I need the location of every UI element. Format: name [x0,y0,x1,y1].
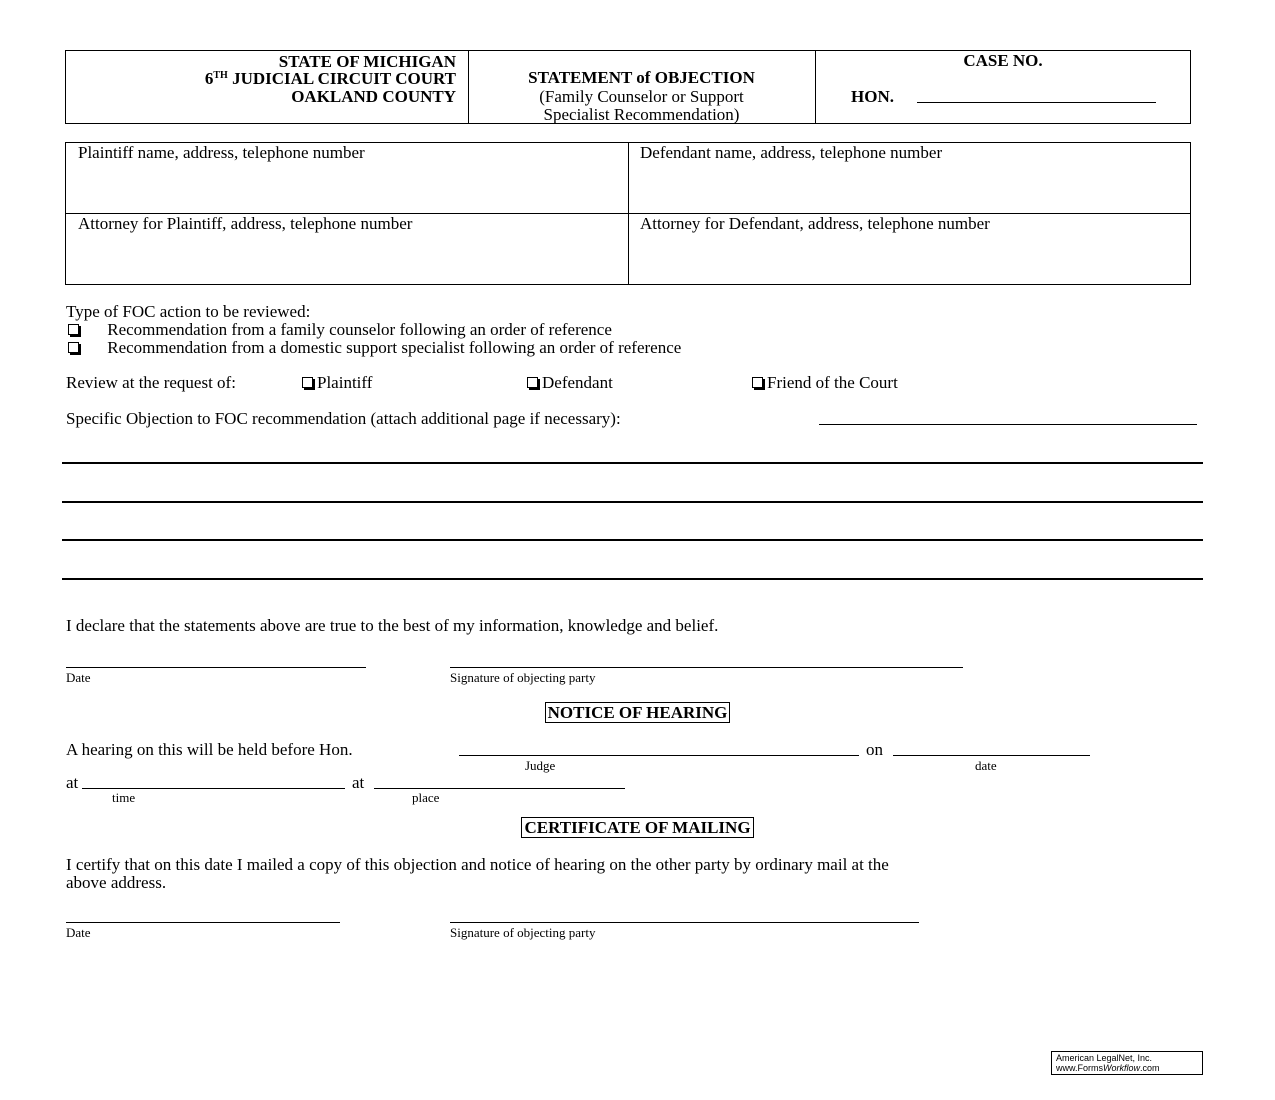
declaration-signature-field[interactable] [450,667,963,668]
declaration-text: I declare that the statements above are true to the best of my information, knowledge and belief. [66,616,719,635]
hearing-line-prefix: A hearing on this will be held before Hon. [66,740,353,759]
legalnet-badge [1051,1051,1203,1075]
checkbox-plaintiff[interactable] [302,377,313,388]
header-table [65,50,1191,124]
defendant-field[interactable] [628,143,1190,213]
review-option-defendant[interactable] [527,374,613,392]
hon-field[interactable] [917,102,1156,103]
county-name: OAKLAND COUNTY [291,87,456,106]
hearing-date-label: date [975,758,997,773]
review-option-label: Plaintiff [317,373,373,392]
party-table [65,142,1191,285]
certificate-signature-label: Signature of objecting party [450,925,596,940]
objection-line[interactable] [62,539,1203,541]
certificate-title: CERTIFICATE OF MAILING [521,817,753,838]
objection-line[interactable] [62,501,1203,503]
attorney-defendant-field[interactable] [628,214,1190,284]
checkbox-defendant[interactable] [527,377,538,388]
attorney-plaintiff-label: Attorney for Plaintiff, address, telephone number [78,214,413,233]
foc-option-domestic-support[interactable] [68,339,681,357]
certificate-date-field[interactable] [66,922,340,923]
hearing-place-field[interactable] [374,788,625,789]
judge-field[interactable] [459,755,859,756]
foc-option-label: Recommendation from a family counselor following an order of reference [107,320,612,339]
hearing-at2-label: at [352,773,365,792]
review-option-label: Friend of the Court [767,373,898,392]
declaration-date-label: Date [66,670,91,685]
form-title-sub1: (Family Counselor or Support [539,87,744,106]
objection-line[interactable] [62,462,1203,464]
hearing-time-label: time [112,790,136,805]
plaintiff-field[interactable] [66,143,628,213]
case-info [816,51,1190,123]
judge-label: Judge [525,758,556,773]
checkbox-friend-of-court[interactable] [752,377,763,388]
attorney-defendant-label: Attorney for Defendant, address, telephone number [640,214,990,233]
certificate-title-wrapper [0,819,1275,838]
form-title-sub2: Specialist Recommendation) [543,105,740,124]
notice-title-wrapper [0,704,1275,723]
url-suffix: .com [1140,1063,1160,1073]
checkbox-family-counselor[interactable] [68,324,79,335]
hearing-place-label: place [412,790,440,805]
checkbox-domestic-support[interactable] [68,342,79,353]
legalnet-url [1056,1063,1202,1073]
state-name: STATE OF MICHIGAN [278,52,456,71]
foc-action-heading: Type of FOC action to be reviewed: [66,302,311,321]
notice-title: NOTICE OF HEARING [545,702,731,723]
objection-label: Specific Objection to FOC recommendation (attach additional page if necessary): [66,409,621,428]
attorney-plaintiff-field[interactable] [66,214,628,284]
case-number-label: CASE NO. [963,51,1043,70]
form-title-main: STATEMENT of OBJECTION [528,68,755,87]
foc-option-label: Recommendation from a domestic support specialist following an order of reference [107,338,682,357]
hearing-at-label: at [66,773,79,792]
declaration-signature-label: Signature of objecting party [450,670,596,685]
circuit-number: 6 [204,69,214,88]
foc-option-family-counselor[interactable] [68,321,612,339]
certificate-text-line1: I certify that on this date I mailed a copy of this objection and notice of hearing on the other party by ordinary mail at the [66,855,889,874]
circuit-court-label: JUDICIAL CIRCUIT COURT [227,69,456,88]
review-label: Review at the request of: [66,373,236,392]
defendant-label: Defendant name, address, telephone number [640,143,943,162]
url-prefix: www.Forms [1056,1063,1103,1073]
hearing-time-field[interactable] [82,788,345,789]
court-info [66,51,469,123]
hearing-date-field[interactable] [893,755,1090,756]
certificate-text-line2: above address. [66,873,167,892]
review-option-plaintiff[interactable] [302,374,372,392]
url-italic: Workflow [1103,1063,1141,1073]
legalnet-company: American LegalNet, Inc. [1056,1053,1153,1063]
plaintiff-label: Plaintiff name, address, telephone number [78,143,365,162]
declaration-date-field[interactable] [66,667,366,668]
objection-inline-field[interactable] [819,424,1197,425]
certificate-signature-field[interactable] [450,922,919,923]
hon-label: HON. [851,87,894,106]
hearing-on-label: on [866,740,883,759]
review-option-friend-of-court[interactable] [752,374,898,392]
circuit-superscript: TH [213,70,228,81]
review-option-label: Defendant [542,373,613,392]
objection-line[interactable] [62,578,1203,580]
certificate-date-label: Date [66,925,91,940]
form-title [469,51,816,123]
